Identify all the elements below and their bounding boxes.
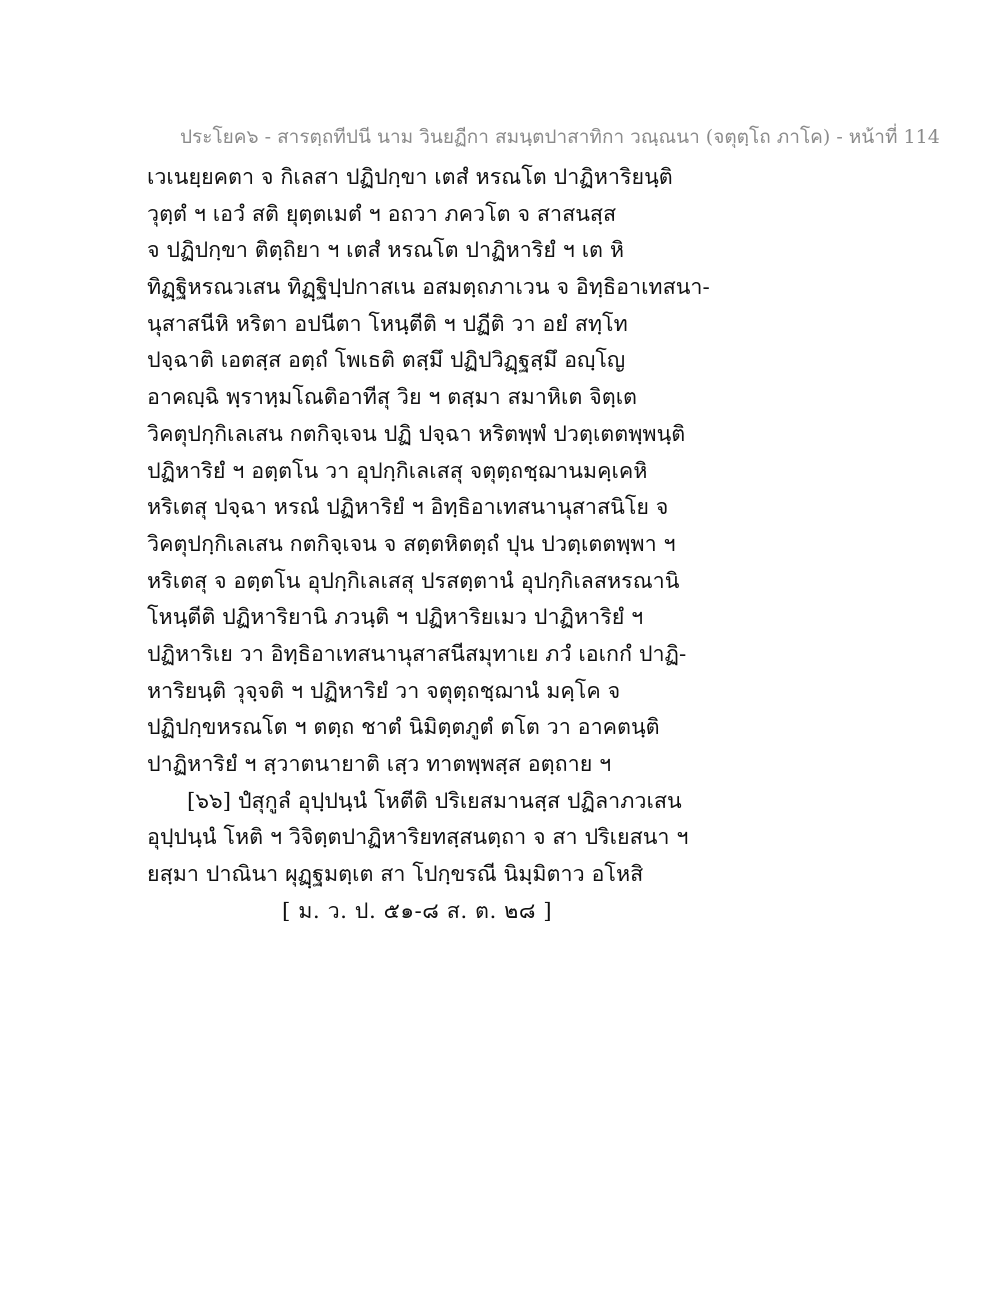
- body-text: [147, 160, 710, 930]
- text-line: ยสฺมา ปาณินา ผุฏฺฐมตฺเต สา โปกฺขรณี นิมฺมิตาว อโหสิ: [147, 862, 644, 888]
- text-line: หริเตสุ จ อตฺตโน อุปกฺกิเลเสสุ ปรสตฺตานํ อุปกฺกิเลสหรณานิ: [147, 568, 680, 594]
- text-line: ปฏิหาริเย วา อิทฺธิอาเทสนานุสาสนีสมุทาเย ภวํ เอเกกํ ปาฏิ-: [147, 641, 687, 667]
- running-header: ประโยค๖ - สารตฺถทีปนี นาม วินยฏีกา สมนฺตปาสาทิกา วณฺณนา (จตุตฺโถ ภาโค) - หน้าที่ 114: [180, 126, 940, 148]
- text-line: อุปฺปนฺนํ โหติ ฯ วิจิตฺตปาฏิหาริยทสฺสนตฺถา จ สา ปริเยสนา ฯ: [147, 825, 689, 851]
- reference-citation: [ ม. ว. ป. ๕๑-๘ ส. ต. ๒๘ ]: [282, 898, 553, 924]
- text-line: วิคตุปกฺกิเลเสน กตกิจฺเจน จ สตฺตหิตตฺถํ ปุน ปวตฺเตตพฺพา ฯ: [147, 531, 676, 557]
- text-line: ปาฏิหาริยํ ฯ สฺวาตนายาติ เสฺว ทาตพฺพสฺส อตฺถาย ฯ: [147, 752, 612, 777]
- text-line: อาคญฺฉิ พฺราหฺมโณติอาทีสุ วิย ฯ ตสฺมา สมาหิเต จิตฺเต: [147, 385, 638, 411]
- text-line: นุสาสนีหิ หริตา อปนีตา โหนฺตีติ ฯ ปฏีติ วา อยํ สทฺโท: [147, 311, 628, 337]
- text-line: วิคตุปกฺกิเลเสน กตกิจฺเจน ปฏิ ปจฺฉา หริตพฺพํ ปวตฺเตตพฺพนฺติ: [147, 421, 686, 447]
- paragraph-start-line: [๖๖] ปํสุกูลํ อุปฺปนฺนํ โหตีติ ปริเยสมานสฺส ปฏิลาภวเสน: [187, 788, 682, 814]
- text-line: โหนฺตีติ ปฏิหาริยานิ ภวนฺติ ฯ ปฏิหาริยเมว ปาฏิหาริยํ ฯ: [147, 605, 644, 631]
- text-line: หาริยนฺติ วุจฺจติ ฯ ปฏิหาริยํ วา จตุตฺถชฺฌานํ มคฺโค จ: [147, 678, 621, 704]
- text-line: ปฏิหาริยํ ฯ อตฺตโน วา อุปกฺกิเลเสสุ จตุตฺถชฺฌานมคฺเคหิ: [147, 458, 648, 484]
- text-line: จ ปฏิปกฺขา ติตฺถิยา ฯ เตสํ หรณโต ปาฏิหาริยํ ฯ เต หิ: [147, 238, 625, 264]
- text-line: หริเตสุ ปจฺฉา หรณํ ปฏิหาริยํ ฯ อิทฺธิอาเทสนานุสาสนิโย จ: [147, 495, 669, 521]
- text-line: ทิฏฺฐิหรณวเสน ทิฏฺฐิปฺปกาสเน อสมตฺถภาเวน จ อิทฺธิอาเทสนา-: [147, 275, 710, 301]
- text-line: ปฏิปกฺขหรณโต ฯ ตตฺถ ชาตํ นิมิตฺตภูตํ ตโต วา อาคตนฺติ: [147, 715, 660, 741]
- text-line: วุตฺตํ ฯ เอวํ สติ ยุตฺตเมตํ ฯ อถวา ภควโต จ สาสนสฺส: [147, 201, 617, 227]
- text-line: ปจฺฉาติ เอตสฺส อตฺถํ โพเธติ ตสฺมึ ปฏิปวิฏฺฐสฺมึ อญฺโญ: [147, 348, 626, 374]
- text-line: เวเนยฺยคตา จ กิเลสา ปฏิปกฺขา เตสํ หรณโต ปาฏิหาริยนฺติ: [147, 165, 673, 190]
